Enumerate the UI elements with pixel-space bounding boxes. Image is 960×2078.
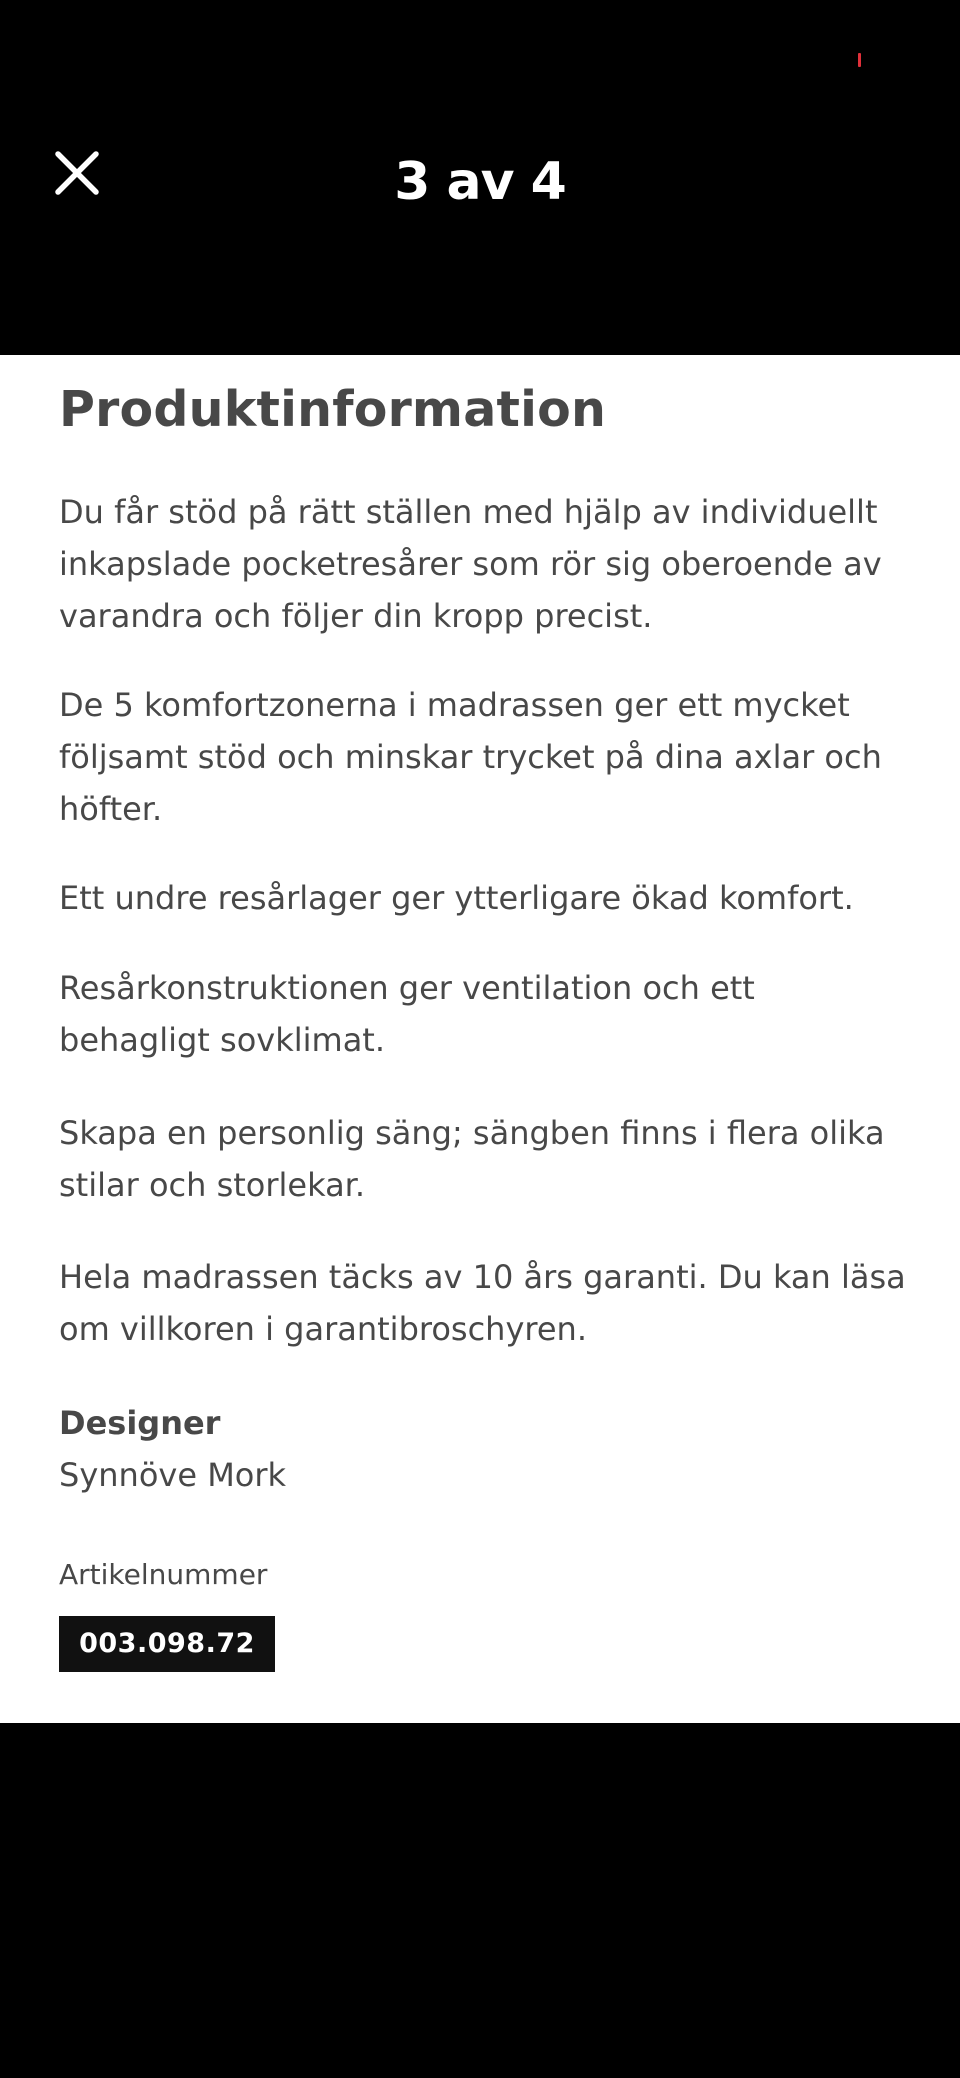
article-number-badge: 003.098.72	[59, 1616, 275, 1672]
designer-label: Designer	[59, 1404, 221, 1442]
paragraph-ventilation: Resårkonstruktionen ger ventilation och ett behagligt sovklimat.	[59, 969, 755, 1059]
paragraph-comfort-zones: De 5 komfortzonerna i madrassen ger ett mycket följsamt stöd och minskar trycket på dina axlar och höfter.	[59, 686, 882, 828]
paragraph-pocket-springs: Du får stöd på rätt ställen med hjälp av individuellt inkapslade pocketresårer som rör sig oberoende av varandra och följer din kropp precist.	[59, 493, 882, 635]
designer-name: Synnöve Mork	[59, 1456, 287, 1494]
status-indicator	[858, 53, 861, 67]
paragraph-spring-layer: Ett undre resårlager ger ytterligare ökad komfort.	[59, 879, 854, 917]
page-counter: 3 av 4	[394, 152, 566, 212]
paragraph-bed-legs: Skapa en personlig säng; sängben finns i flera olika stilar och storlekar.	[59, 1114, 885, 1204]
page-title: Produktinformation	[59, 381, 607, 438]
paragraph-warranty: Hela madrassen täcks av 10 års garanti. Du kan läsa om villkoren i garantibroschyren.	[59, 1258, 906, 1348]
article-number-label: Artikelnummer	[59, 1558, 268, 1591]
bottom-bar	[0, 1723, 960, 2078]
product-info-sheet	[0, 355, 960, 1723]
top-bar	[0, 0, 960, 355]
